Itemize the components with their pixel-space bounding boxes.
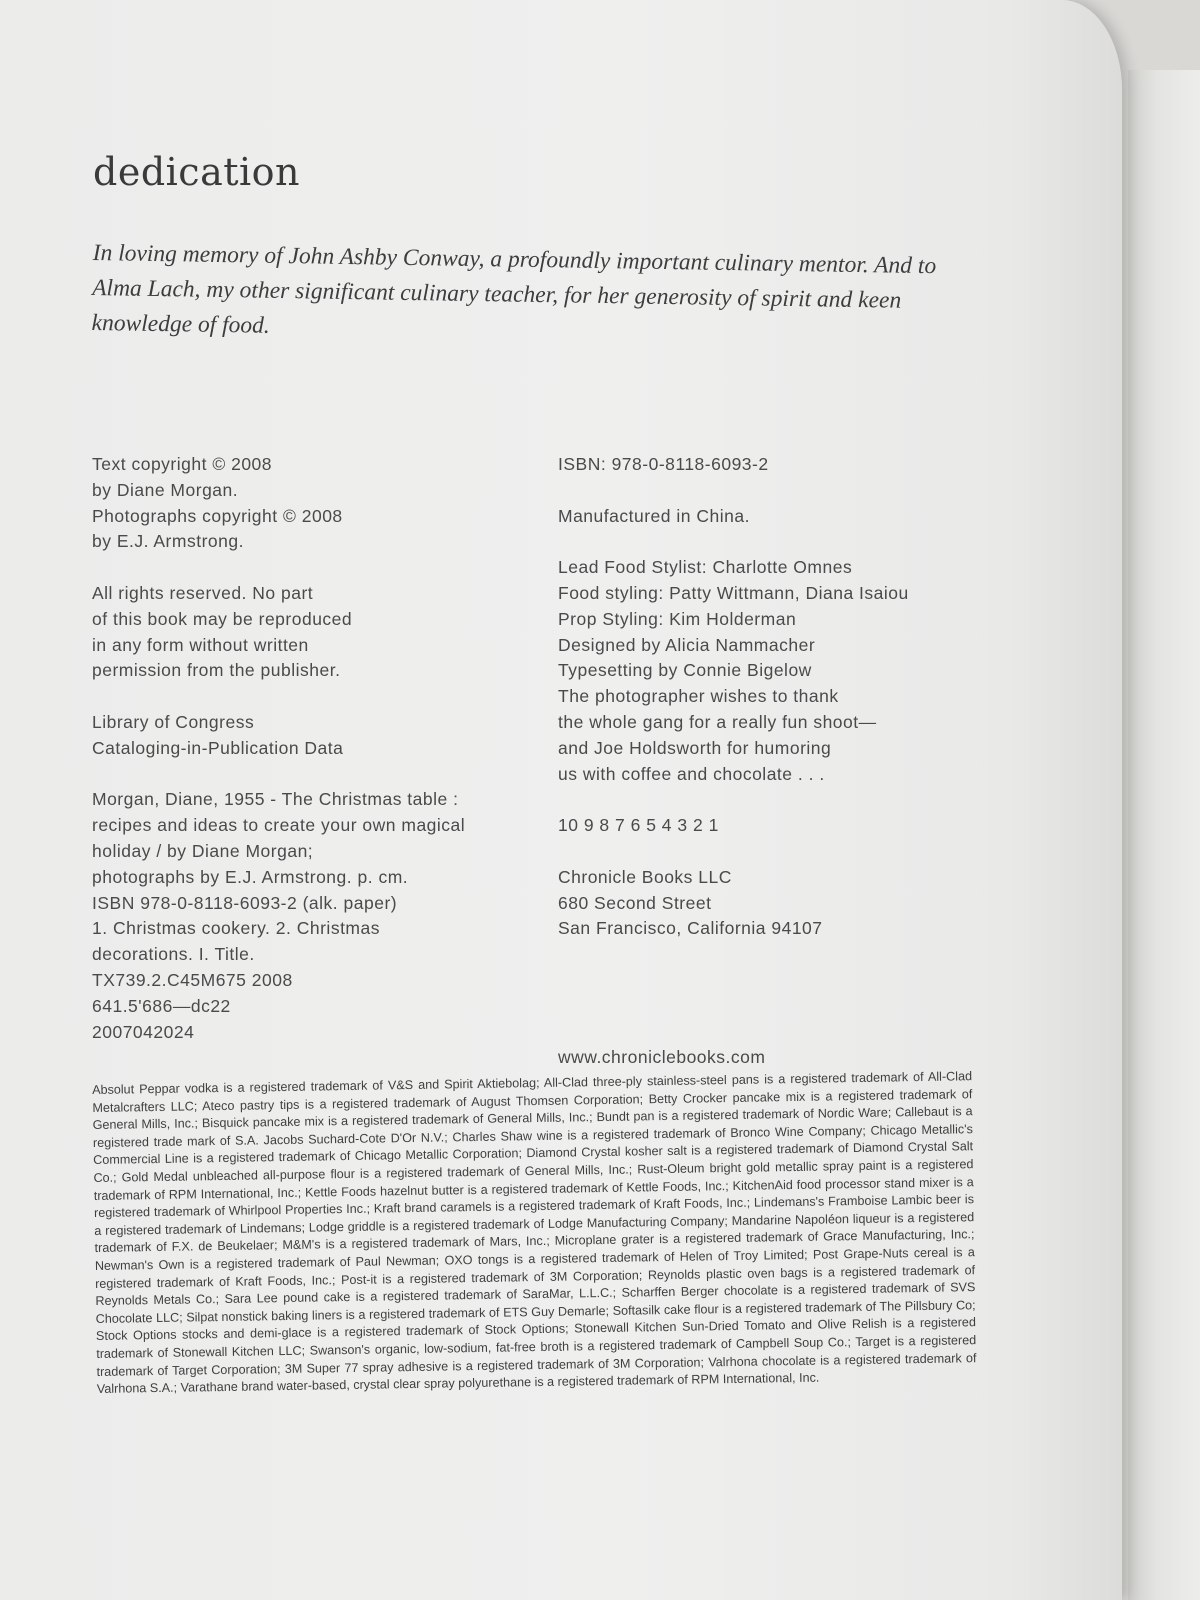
credit-line: Typesetting by Connie Bigelow	[558, 660, 812, 681]
manufactured-note: Manufactured in China.	[558, 505, 750, 526]
credits-block	[558, 555, 998, 787]
credit-line: Lead Food Stylist: Charlotte Omnes	[558, 557, 853, 578]
page-heading: dedication	[93, 150, 301, 194]
copyright-line: Photographs copyright © 2008	[92, 505, 343, 526]
cip-line: recipes and ideas to create your own magical	[92, 815, 466, 836]
publisher-block	[558, 865, 998, 942]
cip-line: Morgan, Diane, 1955 - The Christmas table :	[92, 789, 459, 810]
trademark-notice: Absolut Peppar vodka is a registered trademark of V&S and Spirit Aktiebolag; All-Clad three-ply stainless-steel pans is a registered trademark of All-Clad Metalcrafters LLC; Ateco pastry tips is a registered trademark of August Thomsen Corporation; Betty Crocker pancake mix is a registered trademark of General Mills, Inc.; Bisquick pancake mix is a registered trademark of General Mills, Inc.; Bundt pan is a registered trademark of Nordic Ware; Callebaut is a registered trade mark of S.A. Jacobs Suchard-Cote D'Or N.V.; Charles Shaw wine is a registered trademark of Bronco Wine Company; Chicago Metallic's Commercial Line is a registered trademark of Chicago Metallic Corporation; Diamond Crystal kosher salt is a registered trademark of Diamond Crystal Salt Co.; Gold Medal unbleached all-purpose flour is a registered trademark of General Mills, Inc.; Rust-Oleum bright gold metallic spray paint is a registered trademark of RPM International, Inc.; Kettle Foods hazelnut butter is a registered trademark of Kettle Foods, Inc.; KitchenAid food processor stand mixer is a registered trademark of Whirlpool Properties Inc.; Kraft brand caramels is a registered trademark of Kraft Foods, Inc.; Lindemans's Framboise Lambic beer is a registered trademark of Lindemans; Lodge griddle is a registered trademark of Lodge Manufacturing Company; Mandarine Napoléon liqueur is a registered trademark of F.X. de Beukelaer; M&M's is a registered trademark of Mars, Inc.; Microplane grater is a registered trademark of Grace Manufacturing, Inc.; Newman's Own is a registered trademark of Paul Newman; OXO tongs is a registered trademark of Helen of Troy Limited; Post Grape-Nuts cereal is a registered trademark of Kraft Foods, Inc.; Post-it is a registered trademark of 3M Corporation; Reynolds plastic oven bags is a registered trademark of Reynolds Metals Co.; Sara Lee pound cake is a registered trademark of SaraMar, L.L.C.; Scharffen Berger chocolate is a registered trademark of SVS Chocolate LLC; Silpat nonstick baking liners is a registered trademark of ETS Guy Demarle; Softasilk cake flour is a registered trademark of The Pillsbury Co; Stock Options stocks and demi-glace is a registered trademark of Stock Options; Stonewall Kitchen Sun-Dried Tomato and Olive Relish is a registered trademark of Stonewall Kitchen LLC; Swanson's organic, low-sodium, fat-free broth is a registered trademark of Campbell Soup Co.; Target is a registered trademark of Target Corporation; 3M Super 77 spray adhesive is a registered trademark of 3M Corporation; Valrhona chocolate is a registered trademark of Valrhona S.A.; Varathane brand water-based, crystal clear spray polyurethane is a registered trademark of RPM International, Inc.	[92, 1069, 977, 1397]
copyright-line: Text copyright © 2008	[92, 454, 273, 474]
publisher-line: Chronicle Books LLC	[558, 866, 732, 887]
copyright-block	[92, 452, 532, 555]
loc-line: Library of Congress	[92, 711, 255, 732]
loc-line: Cataloging-in-Publication Data	[92, 737, 344, 758]
cip-line: decorations. I. Title.	[92, 944, 255, 965]
printing-line: 10 9 8 7 6 5 4 3 2 1	[558, 815, 719, 836]
rights-line: of this book may be reproduced	[92, 608, 353, 629]
publisher-line: 680 Second Street	[558, 892, 712, 913]
rights-line: in any form without written	[92, 634, 309, 655]
cip-block	[92, 787, 532, 1045]
website-link[interactable]: www.chroniclebooks.com	[558, 1047, 766, 1068]
cip-line: holiday / by Diane Morgan;	[92, 840, 314, 861]
left-column	[92, 452, 532, 1045]
copyright-line: by E.J. Armstrong.	[92, 531, 244, 552]
rights-line: All rights reserved. No part	[92, 582, 314, 603]
loc-block	[92, 710, 532, 762]
dedication-text: In loving memory of John Ashby Conway, a profoundly important culinary mentor. And to Alma Lach, my other significant culinary teacher, for her generosity of spirit and keen knowledge of food.	[91, 239, 937, 339]
credit-line: us with coffee and chocolate . . .	[558, 763, 825, 784]
credit-line: Prop Styling: Kim Holderman	[558, 608, 797, 629]
cip-line: 1. Christmas cookery. 2. Christmas	[92, 918, 380, 939]
credit-line: and Joe Holdsworth for humoring	[558, 737, 832, 758]
cip-line: 641.5'686—dc22	[92, 995, 231, 1016]
credit-line: Food styling: Patty Wittmann, Diana Isaiou	[558, 582, 909, 603]
cip-line: 2007042024	[92, 1021, 195, 1042]
publisher-line: San Francisco, California 94107	[558, 918, 823, 939]
credit-line: The photographer wishes to thank	[558, 686, 839, 707]
cip-line: photographs by E.J. Armstrong. p. cm.	[92, 866, 409, 887]
credit-line: Designed by Alicia Nammacher	[558, 634, 816, 655]
rights-line: permission from the publisher.	[92, 660, 341, 681]
credit-line: the whole gang for a really fun shoot—	[558, 711, 877, 732]
copyright-line: by Diane Morgan.	[92, 479, 239, 500]
isbn: ISBN: 978-0-8118-6093-2	[558, 454, 769, 474]
cip-line: ISBN 978-0-8118-6093-2 (alk. paper)	[92, 892, 398, 913]
facing-page-edge	[1128, 70, 1200, 1600]
right-column	[558, 452, 998, 1071]
cip-line: TX739.2.C45M675 2008	[92, 969, 293, 990]
rights-block	[92, 581, 532, 684]
